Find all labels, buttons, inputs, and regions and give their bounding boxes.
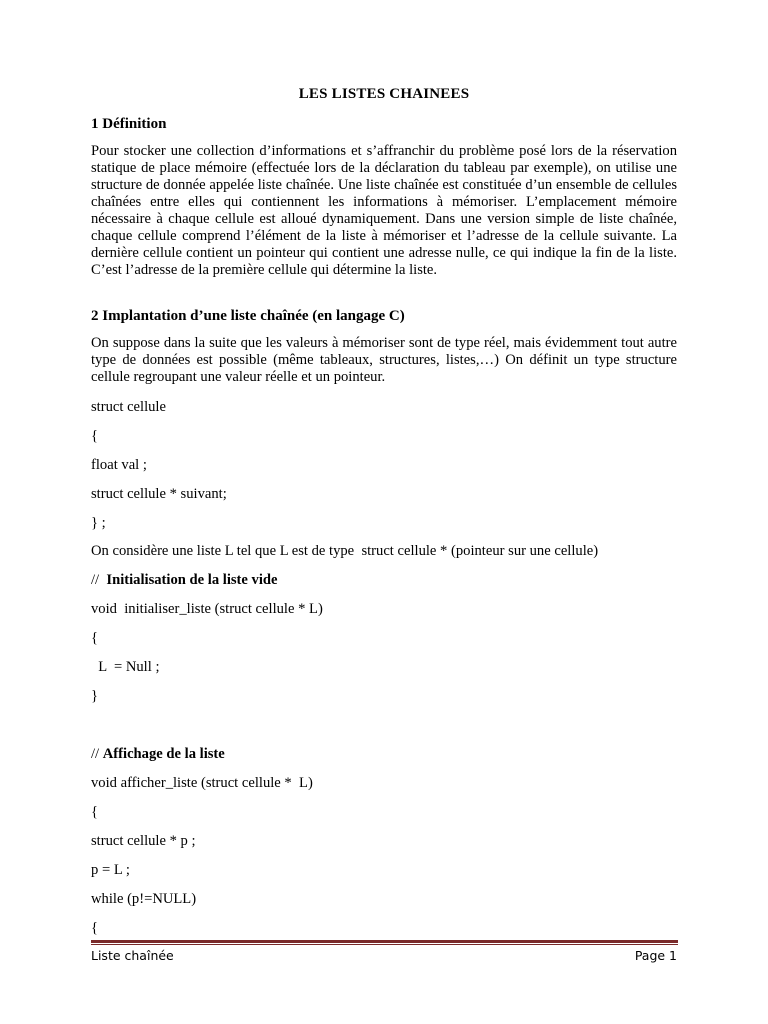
code-aff-line-2: p = L ;	[91, 862, 130, 878]
code-aff-signature: void afficher_liste (struct cellule * L)	[91, 775, 313, 791]
footer-left: Liste chaînée	[91, 948, 174, 963]
document-title: LES LISTES CHAINEES	[298, 86, 470, 102]
code-close-brace: }	[91, 688, 99, 704]
code-open-brace: {	[91, 428, 99, 444]
code-open-brace: {	[91, 630, 99, 646]
comment-affichage	[91, 746, 225, 763]
code-consider-text: On considère une liste L tel que L est de type struct cellule * (pointeur sur une cellule)	[91, 543, 599, 559]
code-field-val: float val ;	[91, 457, 147, 473]
code-close-brace: } ;	[91, 515, 106, 531]
code-struct-decl: struct cellule	[91, 399, 166, 415]
footer-rule-thin	[91, 944, 678, 945]
comment-affichage-text: Affichage de la liste	[102, 746, 225, 762]
code-init-signature: void initialiser_liste (struct cellule * L)	[91, 601, 323, 617]
section-1-heading: 1 Définition	[91, 116, 167, 132]
footer-page-number: Page 1	[634, 948, 677, 963]
code-field-suivant: struct cellule * suivant;	[91, 486, 227, 502]
comment-prefix: //	[91, 572, 107, 588]
code-aff-line-1: struct cellule * p ;	[91, 833, 196, 849]
code-aff-line-3: while (p!=NULL)	[91, 891, 197, 907]
comment-init	[91, 572, 278, 589]
section-2-paragraph: On suppose dans la suite que les valeurs à mémoriser sont de type réel, mais évidemment tout autre type de données est possible (même tableaux, structures, listes,…) On définit un type structure cellule regroupant une valeur réelle et un pointeur.	[91, 335, 677, 385]
section-1-paragraph: Pour stocker une collection d’informations et s’affranchir du problème posé lors de la réservation statique de place mémoire (effectuée lors de la déclaration du tableau par exemple), on utilise une structure de donnée appelée liste chaînée. Une liste chaînée est constituée d’un ensemble de cellules chaînées entre elles qui contiennent les informations à mémoriser. L’emplacement mémoire nécessaire à chaque cellule est alloué dynamiquement. Dans une version simple de liste chaînée, chaque cellule comprend l’élément de la liste à mémoriser et l’adresse de la cellule suivante. La dernière cellule contient un pointeur qui contient une adresse nulle, ce qui indique la fin de la liste. C’est l’adresse de la première cellule qui détermine la liste.	[91, 143, 677, 278]
code-open-brace: {	[91, 804, 99, 820]
code-open-brace: {	[91, 920, 99, 936]
section-2-heading: 2 Implantation d’une liste chaînée (en langage C)	[91, 308, 405, 324]
code-init-body: L = Null ;	[91, 659, 160, 675]
comment-init-text: Initialisation de la liste vide	[106, 572, 278, 588]
comment-prefix: //	[91, 746, 103, 762]
footer-rule	[91, 940, 678, 943]
